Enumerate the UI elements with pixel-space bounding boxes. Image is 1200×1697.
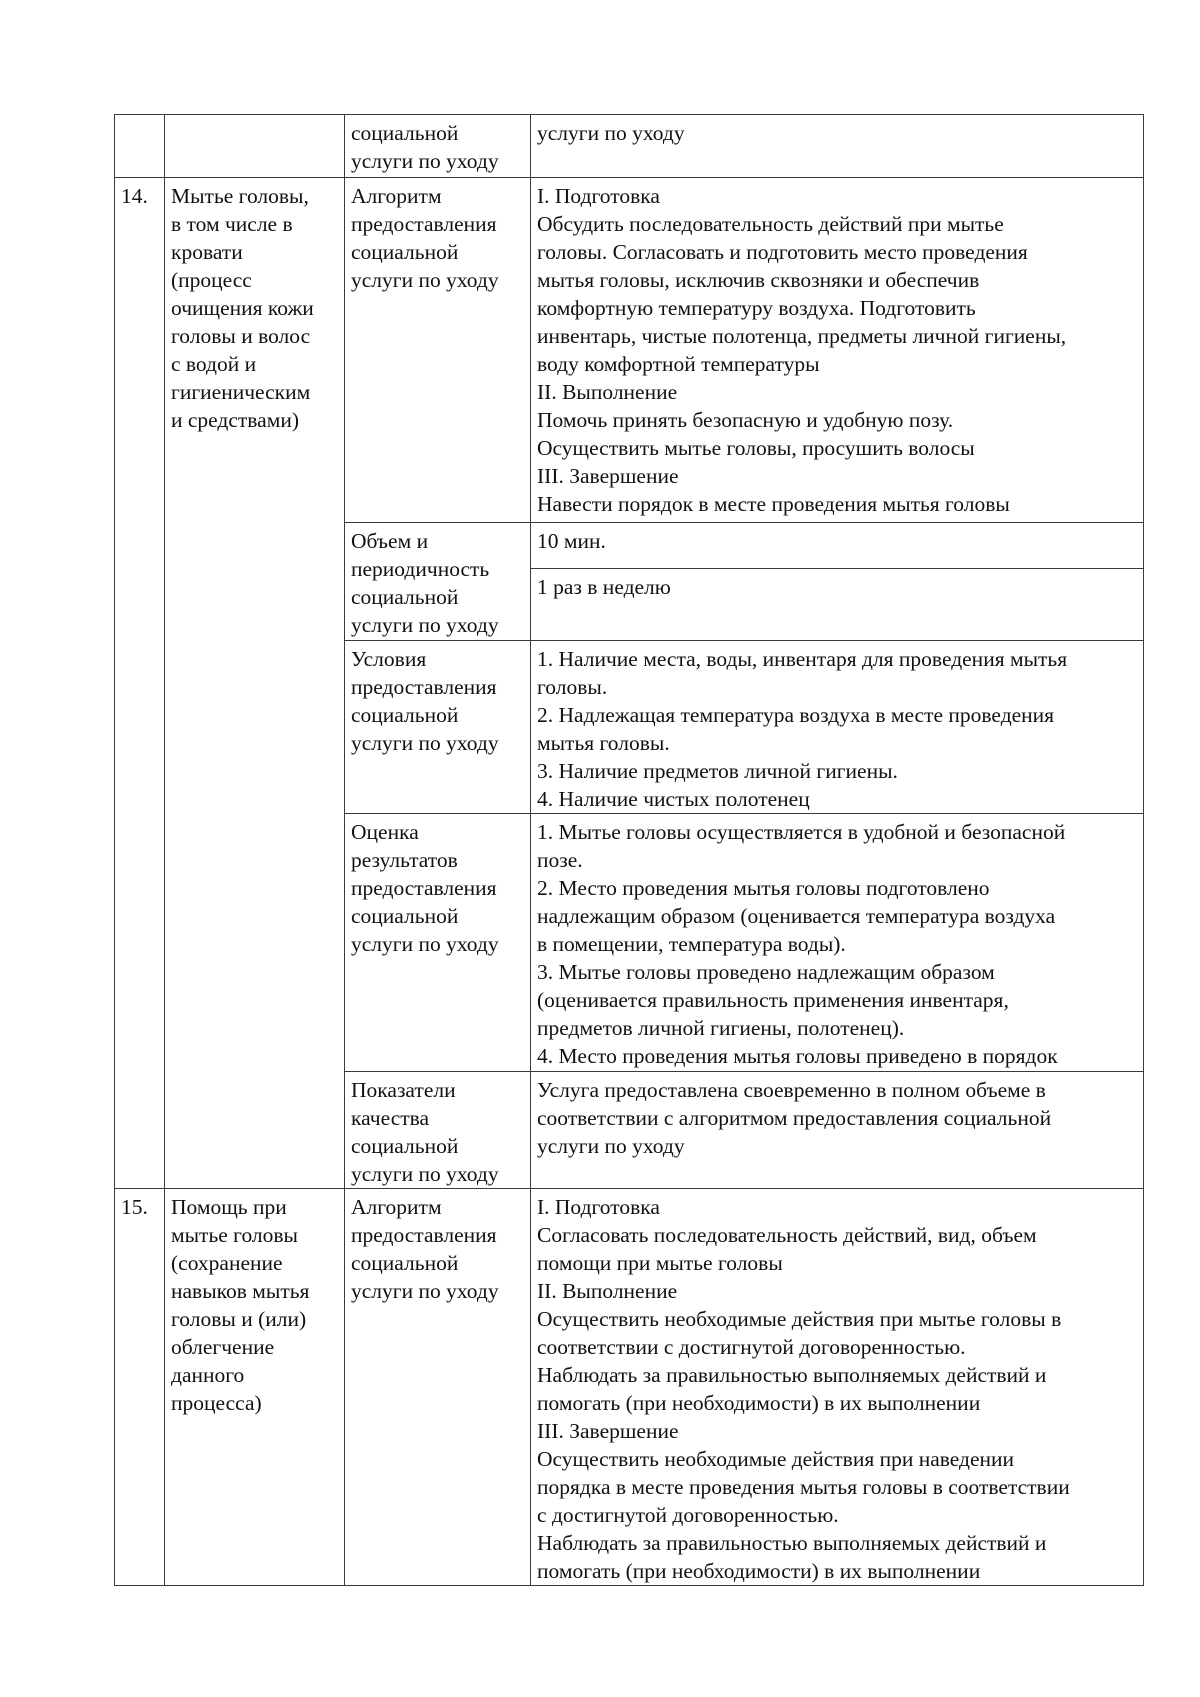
item-number-text: 14.	[121, 184, 148, 208]
conditions-content	[537, 645, 1137, 813]
services-table	[114, 114, 1144, 1586]
text-line: Осуществить необходимые действия при наведении	[537, 1447, 1015, 1471]
duration-value: 10 мин.	[537, 529, 606, 553]
evaluation-content	[537, 818, 1137, 1070]
volume-label	[351, 527, 524, 639]
text-line: социальной	[351, 1134, 459, 1158]
text-line: социальной	[351, 585, 459, 609]
parameter-label-cell	[345, 115, 531, 178]
text-line: Осуществить необходимые действия при мытье головы в	[537, 1307, 1062, 1331]
volume-label-cell	[345, 523, 531, 641]
text-line: (процесс	[171, 268, 252, 292]
text-line: III. Завершение	[537, 1419, 679, 1443]
table-row	[115, 115, 1144, 178]
text-line: Услуга предоставлена своевременно в полном объеме в	[537, 1078, 1046, 1102]
service-name	[171, 1193, 338, 1417]
text-line: Оценка	[351, 820, 419, 844]
conditions-label-cell	[345, 641, 531, 814]
number-cell	[115, 115, 165, 178]
text-line: социальной	[351, 240, 459, 264]
text-line: услуги по уходу	[351, 268, 499, 292]
text-line: кровати	[171, 240, 243, 264]
text-line: 3. Наличие предметов личной гигиены.	[537, 759, 898, 783]
duration-cell	[531, 523, 1144, 569]
text-line: I. Подготовка	[537, 1195, 660, 1219]
text-line: головы. Согласовать и подготовить место проведения	[537, 240, 1028, 264]
text-line: облегчение	[171, 1335, 275, 1359]
text-line: в помещении, температура воды).	[537, 932, 846, 956]
text-line: надлежащим образом (оценивается температура воздуха	[537, 904, 1056, 928]
text-line: 4. Наличие чистых полотенец	[537, 787, 810, 811]
text-line: Условия	[351, 647, 427, 671]
text-line: предоставления	[351, 1223, 497, 1247]
text-line: предметов личной гигиены, полотенец).	[537, 1016, 905, 1040]
text-line: 2. Место проведения мытья головы подготовлено	[537, 876, 990, 900]
item-number	[115, 178, 165, 1189]
text-line: II. Выполнение	[537, 380, 678, 404]
text-line: мытье головы	[171, 1223, 298, 1247]
text-line: порядка в месте проведения мытья головы в соответствии	[537, 1475, 1070, 1499]
text-line: услуги по уходу	[351, 149, 499, 173]
frequency-value: 1 раз в неделю	[537, 575, 671, 599]
text-line: и средствами)	[171, 408, 299, 432]
text-line: услуги по уходу	[351, 1279, 499, 1303]
table-row	[115, 1189, 1144, 1586]
text-line: Навести порядок в месте проведения мытья головы	[537, 492, 1010, 516]
text-line: 4. Место проведения мытья головы приведено в порядок	[537, 1044, 1058, 1068]
conditions-label	[351, 645, 524, 757]
text-line: данного	[171, 1363, 245, 1387]
text-line: инвентарь, чистые полотенца, предметы личной гигиены,	[537, 324, 1067, 348]
text-line: навыков мытья	[171, 1279, 310, 1303]
text-line: результатов	[351, 848, 458, 872]
text-line: Алгоритм	[351, 184, 442, 208]
text-line: помогать (при необходимости) в их выполнении	[537, 1559, 981, 1583]
text-line: Помочь принять безопасную и удобную позу.	[537, 408, 954, 432]
item-number	[115, 1189, 165, 1586]
service-name-cell	[165, 178, 345, 1189]
text-line: процесса)	[171, 1391, 262, 1415]
text-line: в том числе в	[171, 212, 293, 236]
service-name-cell	[165, 1189, 345, 1586]
text-line: очищения кожи	[171, 296, 314, 320]
text-line: Наблюдать за правильностью выполняемых действий и	[537, 1531, 1047, 1555]
evaluation-content-cell	[531, 814, 1144, 1072]
text-line: III. Завершение	[537, 464, 679, 488]
text-line: услуги по уходу	[351, 932, 499, 956]
text-line: предоставления	[351, 876, 497, 900]
conditions-content-cell	[531, 641, 1144, 814]
text-line: услуги по уходу	[351, 613, 499, 637]
text-line: соответствии с достигнутой договоренностью.	[537, 1335, 966, 1359]
text-line: позе.	[537, 848, 583, 872]
text-line: 1. Наличие места, воды, инвентаря для проведения мытья	[537, 647, 1068, 671]
text-line: услуги по уходу	[537, 121, 685, 145]
text-line: 1. Мытье головы осуществляется в удобной и безопасной	[537, 820, 1066, 844]
algorithm-label-cell	[345, 1189, 531, 1586]
algorithm-content	[537, 1193, 1137, 1585]
text-line: Помощь при	[171, 1195, 287, 1219]
text-line: с достигнутой договоренностью.	[537, 1503, 839, 1527]
service-name-cell	[165, 115, 345, 178]
text-line: воду комфортной температуры	[537, 352, 820, 376]
text-line: соответствии с алгоритмом предоставления социальной	[537, 1106, 1052, 1130]
parameter-content-cell	[531, 115, 1144, 178]
text-line: качества	[351, 1106, 430, 1130]
text-line: услуги по уходу	[537, 1134, 685, 1158]
text-line: Показатели	[351, 1078, 456, 1102]
text-line: (сохранение	[171, 1251, 283, 1275]
text-line: предоставления	[351, 675, 497, 699]
text-line: головы и волос	[171, 324, 311, 348]
frequency-cell	[531, 569, 1144, 641]
text-line: социальной	[351, 1251, 459, 1275]
text-line: услуги по уходу	[351, 1162, 499, 1186]
item-number-text: 15.	[121, 1195, 148, 1219]
text-line: I. Подготовка	[537, 184, 660, 208]
text-line: головы и (или)	[171, 1307, 307, 1331]
text-line: Объем и	[351, 529, 429, 553]
text-line: помогать (при необходимости) в их выполнении	[537, 1391, 981, 1415]
text-line: 3. Мытье головы проведено надлежащим образом	[537, 960, 995, 984]
text-line: социальной	[351, 904, 459, 928]
text-line: 2. Надлежащая температура воздуха в месте проведения	[537, 703, 1055, 727]
quality-label-cell	[345, 1072, 531, 1189]
evaluation-label	[351, 818, 524, 958]
text-line: мытья головы.	[537, 731, 670, 755]
text-line: Наблюдать за правильностью выполняемых действий и	[537, 1363, 1047, 1387]
parameter-label	[351, 119, 524, 175]
text-line: головы.	[537, 675, 608, 699]
table-row	[115, 178, 1144, 523]
text-line: периодичность	[351, 557, 490, 581]
algorithm-label	[351, 182, 524, 294]
text-line: помощи при мытье головы	[537, 1251, 783, 1275]
algorithm-label-cell	[345, 178, 531, 523]
algorithm-content-cell	[531, 178, 1144, 523]
text-line: Согласовать последовательность действий, вид, объем	[537, 1223, 1037, 1247]
service-name	[171, 182, 338, 434]
text-line: (оценивается правильность применения инвентаря,	[537, 988, 1009, 1012]
algorithm-content-cell	[531, 1189, 1144, 1586]
text-line: услуги по уходу	[351, 731, 499, 755]
text-line: II. Выполнение	[537, 1279, 678, 1303]
text-line: комфортную температуру воздуха. Подготовить	[537, 296, 976, 320]
parameter-content	[537, 119, 1137, 147]
text-line: гигиеническим	[171, 380, 311, 404]
text-line: мытья головы, исключив сквозняки и обеспечив	[537, 268, 980, 292]
quality-content	[537, 1076, 1137, 1160]
text-line: Мытье головы,	[171, 184, 309, 208]
text-line: социальной	[351, 121, 459, 145]
algorithm-content	[537, 182, 1137, 518]
quality-content-cell	[531, 1072, 1144, 1189]
text-line: Осуществить мытье головы, просушить волосы	[537, 436, 975, 460]
quality-label	[351, 1076, 524, 1188]
text-line: предоставления	[351, 212, 497, 236]
algorithm-label	[351, 1193, 524, 1305]
text-line: с водой и	[171, 352, 257, 376]
text-line: социальной	[351, 703, 459, 727]
text-line: Обсудить последовательность действий при мытье	[537, 212, 1004, 236]
text-line: Алгоритм	[351, 1195, 442, 1219]
evaluation-label-cell	[345, 814, 531, 1072]
